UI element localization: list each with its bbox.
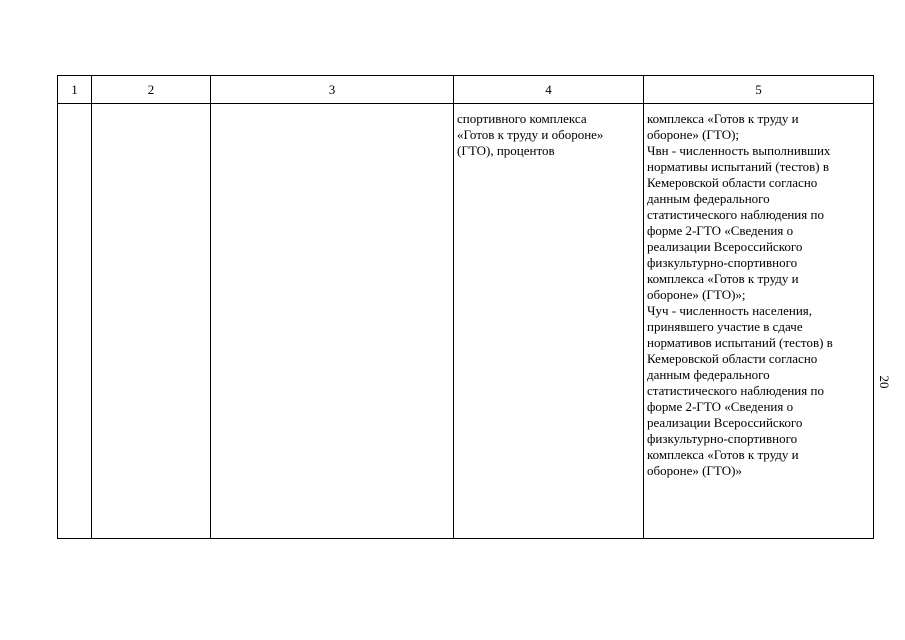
cell-line: обороне» (ГТО)» bbox=[647, 463, 742, 478]
document-table bbox=[57, 75, 874, 539]
cell-line: нормативы испытаний (тестов) в bbox=[647, 159, 829, 174]
cell-line: спортивного комплекса bbox=[457, 111, 587, 126]
header-cell-1: 1 bbox=[58, 76, 92, 104]
cell-line: реализации Всероссийского bbox=[647, 415, 803, 430]
cell-col-2 bbox=[92, 104, 211, 539]
cell-line: реализации Всероссийского bbox=[647, 239, 803, 254]
cell-line: нормативов испытаний (тестов) в bbox=[647, 335, 833, 350]
cell-line: комплекса «Готов к труду и bbox=[647, 271, 799, 286]
cell-line: обороне» (ГТО); bbox=[647, 127, 740, 142]
cell-line: Кемеровской области согласно bbox=[647, 351, 818, 366]
cell-line: обороне» (ГТО)»; bbox=[647, 287, 746, 302]
cell-line: данным федерального bbox=[647, 191, 770, 206]
table-header-row bbox=[58, 76, 874, 104]
cell-line: комплекса «Готов к труду и bbox=[647, 111, 799, 126]
cell-line: форме 2-ГТО «Сведения о bbox=[647, 223, 794, 238]
cell-line: физкультурно-спортивного bbox=[647, 431, 798, 446]
cell-line: данным федерального bbox=[647, 367, 770, 382]
cell-col-5-formula-description bbox=[644, 104, 874, 539]
cell-col-4-indicator-name bbox=[454, 104, 644, 539]
cell-line: статистического наблюдения по bbox=[647, 383, 824, 398]
cell-col-3 bbox=[211, 104, 454, 539]
cell-line: форме 2-ГТО «Сведения о bbox=[647, 399, 794, 414]
cell-line: статистического наблюдения по bbox=[647, 207, 824, 222]
header-cell-4: 4 bbox=[454, 76, 644, 104]
cell-line: комплекса «Готов к труду и bbox=[647, 447, 799, 462]
cell-line: Кемеровской области согласно bbox=[647, 175, 818, 190]
cell-line: (ГТО), процентов bbox=[457, 143, 555, 158]
header-cell-3: 3 bbox=[211, 76, 454, 104]
cell-line: принявшего участие в сдаче bbox=[647, 319, 803, 334]
cell-line: физкультурно-спортивного bbox=[647, 255, 798, 270]
cell-line: «Готов к труду и обороне» bbox=[457, 127, 604, 142]
cell-line: Чуч - численность населения, bbox=[647, 303, 813, 318]
cell-col-1 bbox=[58, 104, 92, 539]
table-row bbox=[58, 104, 874, 539]
cell-line: Чвн - численность выполнивших bbox=[647, 143, 831, 158]
header-cell-2: 2 bbox=[92, 76, 211, 104]
page-number: 20 bbox=[877, 375, 892, 389]
header-cell-5: 5 bbox=[644, 76, 874, 104]
